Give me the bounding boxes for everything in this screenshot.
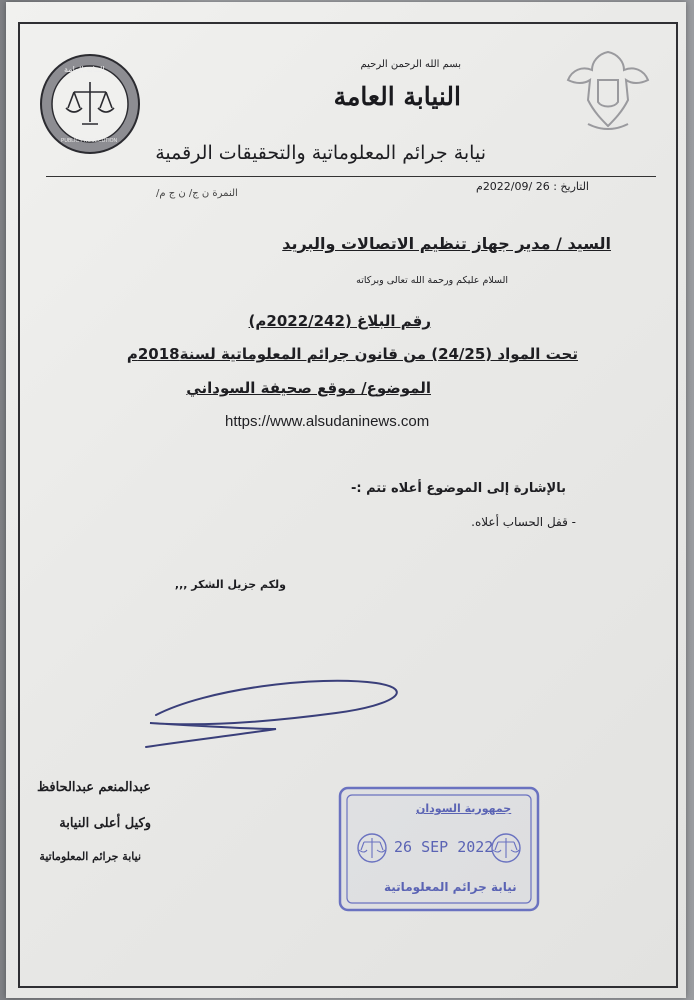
logo-latin-text: PUBLIC PROSECUTION (61, 138, 118, 144)
website-url: https://www.alsudaninews.com (225, 413, 430, 430)
subject-line: الموضوع/ موقع صحيفة السوداني (186, 379, 431, 397)
report-number: رقم البلاغ (2022/242م) (248, 312, 431, 330)
addressee: السيد / مدير جهاز تنظيم الاتصالات والبريد (282, 234, 611, 253)
signatory-office: نيابة جرائم المعلوماتية (39, 850, 141, 863)
header-divider (46, 176, 656, 177)
law-articles: تحت المواد (24/25) من قانون جرائم المعلوماتية لسنة2018م (126, 345, 578, 363)
stamp-bottom-text: نيابة جرائم المعلوماتية (384, 880, 517, 894)
signatory-name: عبدالمنعم عبدالحافظ (37, 780, 151, 795)
letter-date: التاريخ : 26 /2022/09م (476, 180, 589, 193)
logo-arabic-text: النيابة العامة (64, 65, 105, 74)
closing-thanks: ولكم جزيل الشكر ,,, (174, 578, 286, 591)
action-item: - قفل الحساب أعلاه. (471, 515, 576, 529)
letter-page (6, 2, 686, 998)
reference-number: النمرة ن ج/ ن ج م/ (156, 188, 238, 199)
handwritten-signature (126, 667, 426, 757)
reference-line: بالإشارة إلى الموضوع أعلاه تتم :- (350, 481, 566, 496)
stamp-top-text: جمهورية السودان (416, 802, 512, 815)
greeting: السلام عليكم ورحمة الله تعالى وبركاته (356, 275, 508, 286)
signatory-title: وكيل أعلى النيابة (59, 816, 151, 831)
stamp-date: 26 SEP 2022 (394, 838, 494, 856)
basmala-text: بسم الله الرحمن الرحيم (360, 59, 461, 70)
org-title: النيابة العامة (333, 82, 461, 111)
sudan-emblem-icon (558, 40, 658, 140)
department-name: نيابة جرائم المعلوماتية والتحقيقات الرقمية (155, 142, 486, 164)
